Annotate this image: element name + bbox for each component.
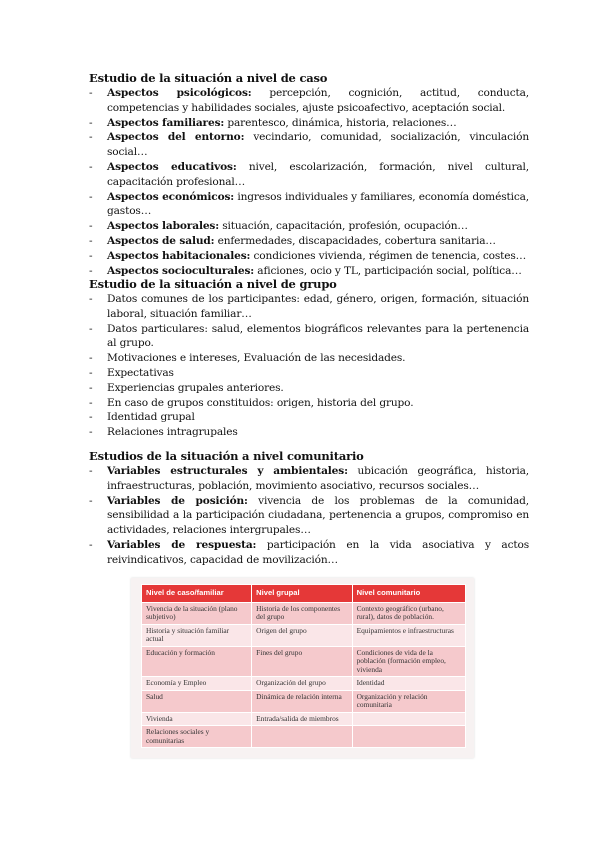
item-text: ingresos individuales y familiares, economía doméstica, gastos… [107, 190, 529, 218]
item-text: parentesco, dinámica, historia, relaciones… [224, 116, 457, 129]
table-row [142, 726, 466, 748]
table-row [142, 690, 466, 712]
table-cell: Equipamientos e infraestructuras [352, 624, 465, 646]
list-item: - Expectativas [89, 366, 174, 379]
table-cell: Organización y relación comunitaria [352, 690, 465, 712]
item-text: situación, capacitación, profesión, ocupación… [219, 220, 468, 233]
section-heading: Estudios de la situación a nivel comunitario [89, 449, 364, 463]
column-header: Nivel comunitario [352, 585, 465, 603]
item-label: Aspectos del entorno: [107, 131, 245, 144]
list-item: - En caso de grupos constituidos: origen, historia del grupo. [89, 396, 414, 409]
item-text: En caso de grupos constituidos: origen, historia del grupo. [107, 396, 414, 409]
table-cell: Condiciones de vida de la población (formación empleo, vivienda [352, 646, 465, 677]
item-label: Variables de respuesta: [107, 538, 257, 551]
column-header: Nivel de caso/familiar [142, 585, 252, 603]
table-cell: Contexto geográfico (urbano, rural), datos de población. [352, 602, 465, 624]
item-label: Variables de posición: [107, 494, 248, 507]
list-item: - Aspectos laborales: situación, capacitación, profesión, ocupación… [89, 220, 468, 233]
section-heading: Estudio de la situación a nivel de caso [89, 71, 328, 85]
table-cell: Historia de los componentes del grupo [252, 602, 352, 624]
list-item: - Aspectos psicológicos: percepción, cognición, actitud, conducta, competencias y habilidades sociales, ajuste psicoafectivo, aceptación social. [89, 87, 529, 114]
table-cell: Organización del grupo [252, 677, 352, 691]
list-item: - Datos particulares: salud, elementos biográficos relevantes para la pertenencia al grupo. [89, 322, 529, 350]
list-item: - Aspectos del entorno: vecindario, comunidad, socialización, vinculación social… [89, 131, 529, 159]
table-cell: Entrada/salida de miembros [252, 712, 352, 726]
item-text: vecindario, comunidad, socialización, vinculación social… [107, 131, 529, 159]
column-header: Nivel grupal [252, 585, 352, 603]
item-label: Aspectos económicos: [107, 190, 235, 203]
item-text: vivencia de los problemas de la comunidad, sensibilidad a la participación ciudadana, pertenencia a grupos, compromiso en actividades, relaciones intergrupales… [107, 494, 529, 537]
table-cell: Vivencia de la situación (plano subjetivo) [142, 602, 252, 624]
item-text: enfermedades, discapacidades, cobertura sanitaria… [214, 234, 496, 247]
list-item: - Motivaciones e intereses, Evaluación de las necesidades. [89, 352, 406, 365]
table-cell: Vivienda [142, 712, 252, 726]
table-cell: Economía y Empleo [142, 677, 252, 691]
list-item: - Aspectos familiares: parentesco, dinámica, historia, relaciones… [89, 116, 457, 129]
table-cell [352, 712, 465, 726]
list-item: - Identidad grupal [89, 411, 195, 424]
item-label: Aspectos laborales: [107, 220, 219, 233]
item-label: Aspectos familiares: [107, 116, 225, 129]
table-cell: Historia y situación familiar actual [142, 624, 252, 646]
table-cell [352, 726, 465, 748]
item-text: Datos particulares: salud, elementos biográficos relevantes para la pertenencia al grupo. [107, 322, 529, 350]
table-cell: Educación y formación [142, 646, 252, 677]
caso-list [89, 86, 529, 278]
list-item: - Aspectos económicos: ingresos individuales y familiares, economía doméstica, gastos… [89, 190, 529, 218]
list-item: - Aspectos socioculturales: aficiones, ocio y TL, participación social, política… [89, 264, 522, 277]
table-cell: Dinámica de relación interna [252, 690, 352, 712]
section-grupo [89, 277, 529, 440]
item-text: Relaciones intragrupales [107, 426, 238, 439]
table-cell: Origen del grupo [252, 624, 352, 646]
levels-table [141, 584, 466, 748]
grupo-list [89, 292, 529, 440]
list-item: - Variables de posición: vivencia de los problemas de la comunidad, sensibilidad a la participación ciudadana, pertenencia a grupos, compromiso en actividades, relaciones intergrupales… [89, 494, 529, 537]
list-item: - Relaciones intragrupales [89, 426, 238, 439]
item-text: Datos comunes de los participantes: edad, género, origen, formación, situación laboral, situación familiar… [107, 293, 529, 320]
list-item: - Variables estructurales y ambientales: ubicación geográfica, historia, infraestructuras, población, movimiento asociativo, recursos sociales… [89, 465, 529, 492]
section-heading: Estudio de la situación a nivel de grupo [89, 277, 337, 291]
item-text: nivel, escolarización, formación, nivel cultural, capacitación profesional… [107, 160, 529, 188]
item-text: Motivaciones e intereses, Evaluación de las necesidades. [107, 352, 406, 365]
list-item: - Aspectos de salud: enfermedades, discapacidades, cobertura sanitaria… [89, 234, 496, 247]
item-text: percepción, cognición, actitud, conducta, competencias y habilidades sociales, ajuste psicoafectivo, aceptación social. [107, 87, 529, 114]
table-cell: Identidad [352, 677, 465, 691]
list-item: - Datos comunes de los participantes: edad, género, origen, formación, situación laboral, situación familiar… [89, 293, 529, 320]
table-header-row [142, 585, 466, 603]
item-text: participación en la vida asociativa y actos reivindicativos, capacidad de movilización… [107, 538, 529, 566]
item-label: Variables estructurales y ambientales: [107, 465, 348, 477]
item-text: condiciones vivienda, régimen de tenencia, costes… [250, 249, 527, 262]
item-text: Expectativas [107, 366, 174, 379]
list-item: - Aspectos habitacionales: condiciones vivienda, régimen de tenencia, costes… [89, 249, 527, 262]
item-text: aficiones, ocio y TL, participación social, política… [254, 264, 522, 277]
section-comunitario [89, 449, 529, 568]
table-row [142, 624, 466, 646]
table-cell: Relaciones sociales y comunitarias [142, 726, 252, 748]
table-row [142, 677, 466, 691]
list-item: - Aspectos educativos: nivel, escolarización, formación, nivel cultural, capacitación profesional… [89, 160, 529, 188]
item-label: Aspectos educativos: [107, 160, 237, 173]
list-item: - Variables de respuesta: participación en la vida asociativa y actos reivindicativos, capacidad de movilización… [89, 538, 529, 566]
table-cell: Salud [142, 690, 252, 712]
item-label: Aspectos psicológicos: [107, 87, 252, 99]
item-label: Aspectos habitacionales: [107, 249, 251, 262]
table-cell: Fines del grupo [252, 646, 352, 677]
table-row [142, 646, 466, 677]
list-item: - Experiencias grupales anteriores. [89, 381, 284, 394]
item-label: Aspectos de salud: [107, 234, 215, 247]
item-text: Identidad grupal [107, 411, 195, 424]
section-caso [89, 71, 529, 278]
item-text: ubicación geográfica, historia, infraestructuras, población, movimiento asociativo, recursos sociales… [107, 465, 529, 492]
item-text: Experiencias grupales anteriores. [107, 381, 284, 394]
table-cell [252, 726, 352, 748]
item-label: Aspectos socioculturales: [107, 264, 255, 277]
table-row [142, 712, 466, 726]
comunitario-list [89, 464, 529, 568]
table-row [142, 602, 466, 624]
levels-table-image [131, 578, 474, 758]
